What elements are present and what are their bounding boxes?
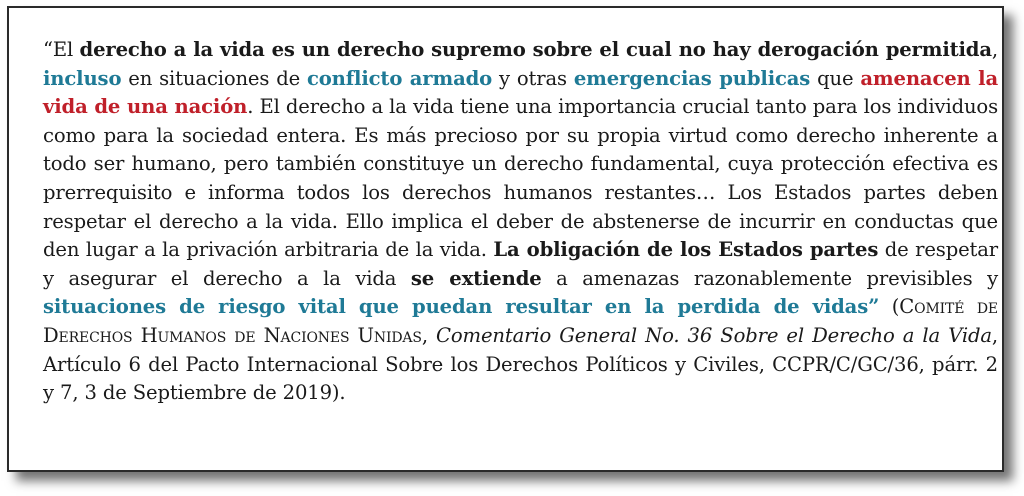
citation-author: Comité de Derechos Humanos de Naciones Unidas xyxy=(43,295,998,347)
quote-open: “El xyxy=(43,38,80,61)
quote-text: en situaciones de xyxy=(121,66,307,90)
quote-text: , xyxy=(421,323,437,347)
highlight-threaten-nation: amenacen la vida de una nación xyxy=(43,66,999,119)
quote-paragraph xyxy=(43,36,998,408)
highlight-armed-conflict: conflicto armado xyxy=(306,66,493,90)
quote-text: que xyxy=(810,66,861,90)
emphasis-state-obligation: La obligación de los Estados partes xyxy=(493,238,879,262)
emphasis-extends: se extiende xyxy=(410,266,542,290)
quote-box xyxy=(7,6,1004,472)
quote-text: , xyxy=(991,38,998,61)
citation-details: , Artículo 6 del Pacto Internacional Sobre los Derechos Políticos y Civiles, CCPR/C/GC/36, párr. 2 y 7, 3 de Septiembre de 2019). xyxy=(43,323,998,405)
citation-work-title: Comentario General No. 36 Sobre el Derecho a la Vida xyxy=(436,323,992,347)
quote-text: ( xyxy=(879,295,900,319)
highlight-public-emergencies: emergencias publicas xyxy=(573,66,811,90)
emphasis-supreme-right: derecho a la vida es un derecho supremo sobre el cual no hay derogación permitida xyxy=(79,38,992,61)
highlight-life-risk: situaciones de riesgo vital que puedan resultar en la perdida de vidas” xyxy=(43,295,880,319)
quote-text: y otras xyxy=(492,66,574,90)
quote-text: . El derecho a la vida tiene una importancia crucial tanto para los individuos como para la sociedad entera. Es más precioso por su propia virtud como derecho inherente a todo ser humano, pero también constituye un derecho fundamental, cuya protección efectiva es prerrequisito e informa todos los derechos humanos restantes… Los Estados partes deben respetar el derecho a la vida. Ello implica el deber de abstenerse de incurrir en conductas que den lugar a la privación arbitraria de la vida. xyxy=(43,95,998,262)
quote-text: de respetar y asegurar el derecho a la vida xyxy=(43,238,999,290)
quote-text: a amenazas razonablemente previsibles y xyxy=(541,266,998,290)
highlight-incluso: incluso xyxy=(43,66,122,90)
